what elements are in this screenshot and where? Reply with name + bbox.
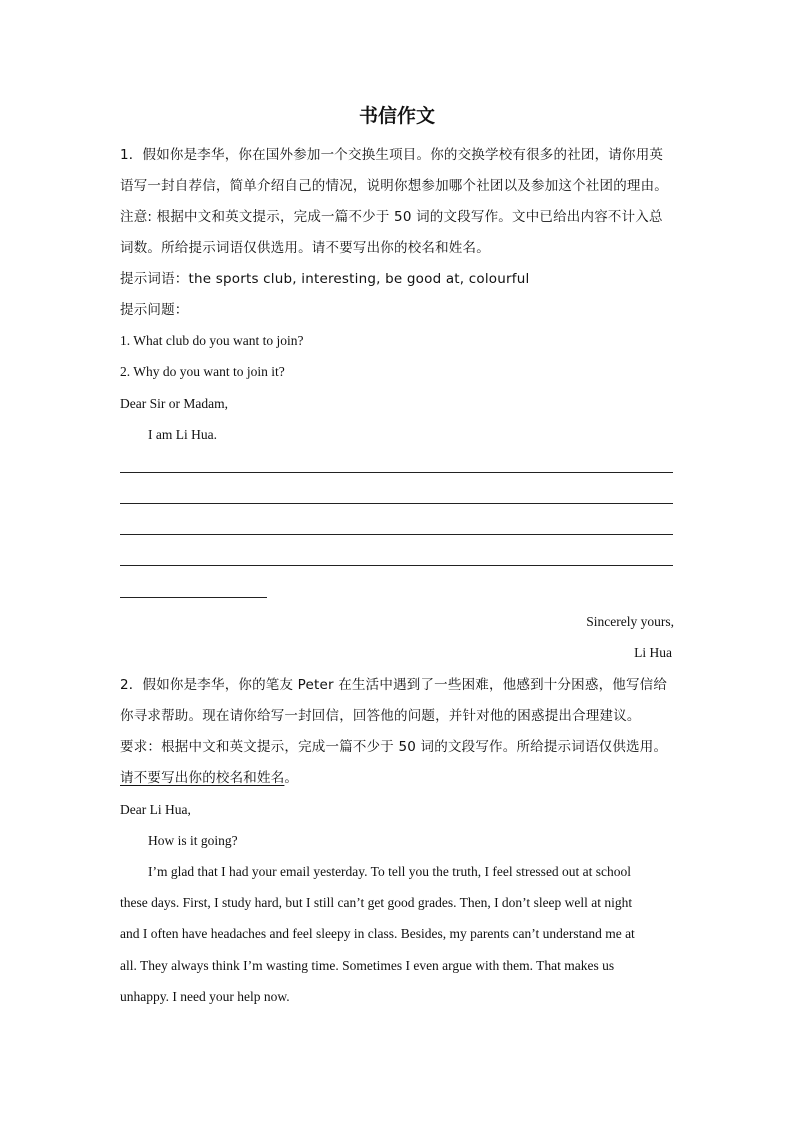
q2-prompt-line-4 [120,769,298,787]
q1-hint-questions-label: 提示问题： [120,302,189,318]
q1-question-2: 2. Why do you want to join it? [120,364,285,379]
q2-letter-line-1: I’m glad that I had your email yesterday. To tell you the truth, I feel stressed out at school [148,864,632,879]
answer-line [120,472,673,473]
q1-prompt-line-1: 1．假如你是李华，你在国外参加一个交换生项目。你的交换学校有很多的社团，请你用英 [120,147,664,163]
q1-prompt-line-4: 词数。所给提示词语仅供选用。请不要写出你的校名和姓名。 [120,240,490,256]
q2-letter-line-2: these days. First, I study hard, but I still can’t get good grades. Then, I don’t sleep well at night [120,895,633,910]
q1-hint-words: 提示词语：the sports club, interesting, be good at, colourful [120,271,530,287]
answer-line [120,503,673,504]
q1-prompt-line-3: 注意: 根据中文和英文提示，完成一篇不少于 50 词的文段写作。文中已给出内容不计入总 [120,209,663,225]
q2-prompt-line-4-underlined: 请不要写出你的校名和姓名 [120,770,285,786]
q1-closing: Sincerely yours, [586,614,674,629]
q2-prompt-line-4-end: 。 [284,770,299,786]
q2-prompt-line-2: 你寻求帮助。现在请你给写一封回信，回答他的问题，并针对他的困惑提出合理建议。 [120,708,641,724]
answer-line [120,565,673,566]
q1-opening: I am Li Hua. [148,427,217,442]
q1-signature: Li Hua [634,645,672,660]
q2-letter-line-4: all. They always think I’m wasting time. Sometimes I even argue with them. That makes us [120,958,615,973]
q1-question-1: 1. What club do you want to join? [120,333,304,348]
q2-greeting: Dear Li Hua, [120,802,191,817]
q1-prompt-line-2: 语写一封自荐信，简单介绍自己的情况，说明你想参加哪个社团以及参加这个社团的理由。 [120,178,668,194]
q2-opening: How is it going? [148,833,238,848]
q2-prompt-line-3: 要求：根据中文和英文提示，完成一篇不少于 50 词的文段写作。所给提示词语仅供选用。 [120,739,668,755]
q2-letter-line-3: and I often have headaches and feel sleepy in class. Besides, my parents can’t understand me at [120,926,635,941]
q2-letter-line-5: unhappy. I need your help now. [120,989,290,1004]
q1-greeting: Dear Sir or Madam, [120,396,228,411]
answer-line-short [120,597,267,598]
page-title: 书信作文 [358,105,435,127]
q2-prompt-line-1: 2．假如你是李华，你的笔友 Peter 在生活中遇到了一些困难，他感到十分困惑，他写信给 [120,677,668,693]
answer-line [120,534,673,535]
